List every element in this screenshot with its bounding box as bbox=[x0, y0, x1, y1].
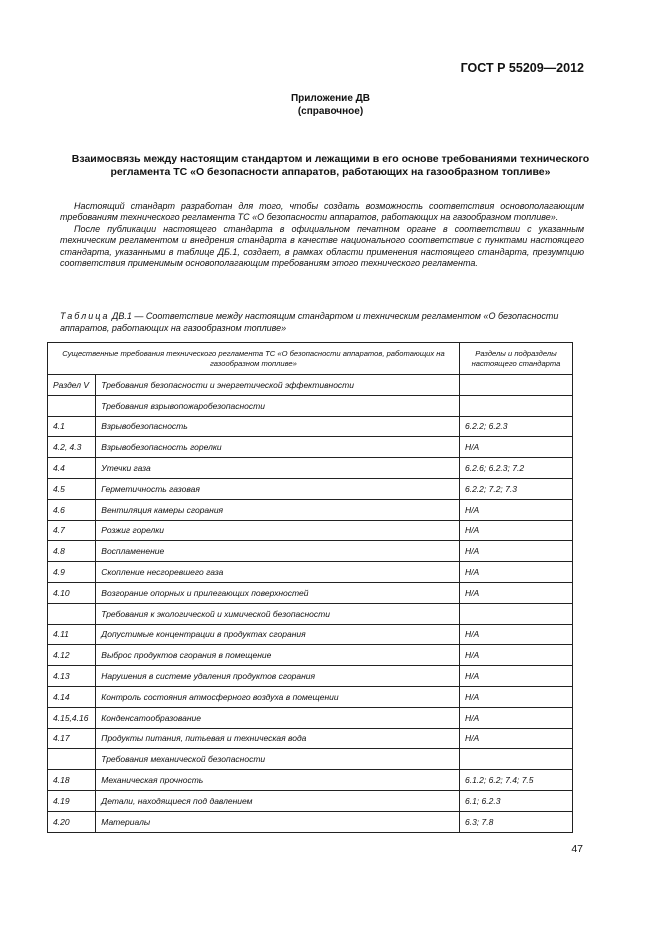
correspondence-table bbox=[47, 342, 573, 833]
annex-title: Приложение ДВ bbox=[290, 93, 371, 104]
cell-sections: Н/А bbox=[459, 728, 572, 749]
cell-clause: 4.1 bbox=[48, 416, 96, 437]
cell-clause: 4.5 bbox=[48, 478, 96, 499]
table-row bbox=[48, 749, 573, 770]
table-row bbox=[48, 666, 573, 687]
cell-sections: Н/А bbox=[459, 686, 572, 707]
cell-clause: 4.13 bbox=[48, 666, 96, 687]
cell-clause: 4.20 bbox=[48, 811, 96, 832]
table-body bbox=[48, 375, 573, 833]
table-row bbox=[48, 728, 573, 749]
table-row bbox=[48, 541, 573, 562]
table-row bbox=[48, 499, 573, 520]
cell-clause bbox=[48, 749, 96, 770]
cell-sections: Н/А bbox=[459, 707, 572, 728]
table-row bbox=[48, 624, 573, 645]
paragraph: После публикации настоящего стандарта в официальном печатном органе в соответствии с указанным техническим регламентом и внедрения стандарта в качестве национального соответствие с пунктами настоящего стандарта, указанными в таблице ДБ.1, создает, в рамках области применения настоящего стандарта, презумпцию соответствия применимым основополагающим требованиям этого технического регламента. bbox=[60, 223, 584, 269]
table-row bbox=[48, 437, 573, 458]
cell-requirement: Герметичность газовая bbox=[96, 478, 460, 499]
cell-requirement: Нарушения в системе удаления продуктов сгорания bbox=[96, 666, 460, 687]
cell-sections: Н/А bbox=[459, 582, 572, 603]
cell-sections: 6.2.2; 7.2; 7.3 bbox=[459, 478, 572, 499]
table-row bbox=[48, 375, 573, 396]
cell-sections bbox=[459, 395, 572, 416]
cell-clause: 4.6 bbox=[48, 499, 96, 520]
document-standard-number: ГОСТ Р 55209—2012 bbox=[460, 61, 584, 75]
table-row bbox=[48, 707, 573, 728]
table-row bbox=[48, 811, 573, 832]
header-sections: Разделы и подразделы настоящего стандарта bbox=[459, 343, 572, 375]
cell-requirement: Конденсатообразование bbox=[96, 707, 460, 728]
cell-sections bbox=[459, 375, 572, 396]
cell-clause: 4.9 bbox=[48, 562, 96, 583]
cell-requirement: Допустимые концентрации в продуктах сгорания bbox=[96, 624, 460, 645]
body-text bbox=[60, 201, 584, 269]
cell-sections: 6.2.6; 6.2.3; 7.2 bbox=[459, 458, 572, 479]
table-header-row bbox=[48, 343, 573, 375]
cell-sections: 6.1; 6.2.3 bbox=[459, 790, 572, 811]
cell-sections bbox=[459, 749, 572, 770]
cell-clause: 4.15,4.16 bbox=[48, 707, 96, 728]
cell-clause: 4.4 bbox=[48, 458, 96, 479]
cell-requirement: Воспламенение bbox=[96, 541, 460, 562]
cell-clause: 4.2, 4.3 bbox=[48, 437, 96, 458]
table-row bbox=[48, 686, 573, 707]
cell-sections: 6.1.2; 6.2; 7.4; 7.5 bbox=[459, 770, 572, 791]
cell-sections: 6.2.2; 6.2.3 bbox=[459, 416, 572, 437]
cell-sections: Н/А bbox=[459, 645, 572, 666]
cell-sections: Н/А bbox=[459, 520, 572, 541]
cell-sections: Н/А bbox=[459, 666, 572, 687]
paragraph: Настоящий стандарт разработан для того, чтобы создать возможность соответствия основополагающим требованиям технического регламента ТС «О безопасности аппаратов, работающих на газообразном топливе». bbox=[60, 201, 584, 223]
cell-clause: Раздел V bbox=[48, 375, 96, 396]
cell-requirement: Требования взрывопожаробезопасности bbox=[96, 395, 460, 416]
cell-clause: 4.8 bbox=[48, 541, 96, 562]
cell-requirement: Требования безопасности и энергетической эффективности bbox=[96, 375, 460, 396]
cell-clause bbox=[48, 395, 96, 416]
annex-subtitle: (справочное) bbox=[297, 106, 364, 117]
cell-clause: 4.14 bbox=[48, 686, 96, 707]
table-caption bbox=[60, 311, 584, 334]
header-requirements: Существенные требования технического регламента ТС «О безопасности аппаратов, работающих на газообразном топливе» bbox=[48, 343, 460, 375]
cell-requirement: Детали, находящиеся под давлением bbox=[96, 790, 460, 811]
section-title: Взаимосвязь между настоящим стандартом и лежащими в его основе требованиями технического регламента ТС «О безопасности аппаратов, работающих на газообразном топливе» bbox=[71, 153, 590, 178]
cell-requirement: Взрывобезопасность bbox=[96, 416, 460, 437]
cell-requirement: Контроль состояния атмосферного воздуха в помещении bbox=[96, 686, 460, 707]
page-number: 47 bbox=[571, 843, 583, 855]
table-row bbox=[48, 603, 573, 624]
table-row bbox=[48, 562, 573, 583]
cell-sections: 6.3; 7.8 bbox=[459, 811, 572, 832]
table-row bbox=[48, 458, 573, 479]
cell-requirement: Возгорание опорных и прилегающих поверхностей bbox=[96, 582, 460, 603]
table-row bbox=[48, 520, 573, 541]
table-row bbox=[48, 416, 573, 437]
table-row bbox=[48, 770, 573, 791]
cell-clause: 4.12 bbox=[48, 645, 96, 666]
cell-requirement: Утечки газа bbox=[96, 458, 460, 479]
cell-clause bbox=[48, 603, 96, 624]
cell-requirement: Продукты питания, питьевая и техническая вода bbox=[96, 728, 460, 749]
cell-sections: Н/А bbox=[459, 499, 572, 520]
cell-requirement: Скопление несгоревшего газа bbox=[96, 562, 460, 583]
cell-requirement: Требования механической безопасности bbox=[96, 749, 460, 770]
cell-sections: Н/А bbox=[459, 541, 572, 562]
cell-sections: Н/А bbox=[459, 624, 572, 645]
table-caption-text: ДВ.1 — Соответствие между настоящим стандартом и техническим регламентом «О безопасности аппаратов, работающих на газообразном топливе» bbox=[60, 311, 559, 333]
cell-sections bbox=[459, 603, 572, 624]
cell-requirement: Розжиг горелки bbox=[96, 520, 460, 541]
cell-clause: 4.7 bbox=[48, 520, 96, 541]
table-row bbox=[48, 582, 573, 603]
cell-clause: 4.10 bbox=[48, 582, 96, 603]
cell-requirement: Требования к экологической и химической безопасности bbox=[96, 603, 460, 624]
cell-clause: 4.11 bbox=[48, 624, 96, 645]
cell-clause: 4.18 bbox=[48, 770, 96, 791]
table-caption-label: Таблица bbox=[60, 311, 110, 321]
table-row bbox=[48, 395, 573, 416]
cell-clause: 4.19 bbox=[48, 790, 96, 811]
annex-heading bbox=[0, 92, 661, 118]
cell-requirement: Взрывобезопасность горелки bbox=[96, 437, 460, 458]
cell-sections: Н/А bbox=[459, 437, 572, 458]
table-row bbox=[48, 645, 573, 666]
cell-requirement: Вентиляция камеры сгорания bbox=[96, 499, 460, 520]
table-row bbox=[48, 478, 573, 499]
cell-sections: Н/А bbox=[459, 562, 572, 583]
cell-requirement: Выброс продуктов сгорания в помещение bbox=[96, 645, 460, 666]
cell-requirement: Материалы bbox=[96, 811, 460, 832]
cell-clause: 4.17 bbox=[48, 728, 96, 749]
cell-requirement: Механическая прочность bbox=[96, 770, 460, 791]
table-row bbox=[48, 790, 573, 811]
